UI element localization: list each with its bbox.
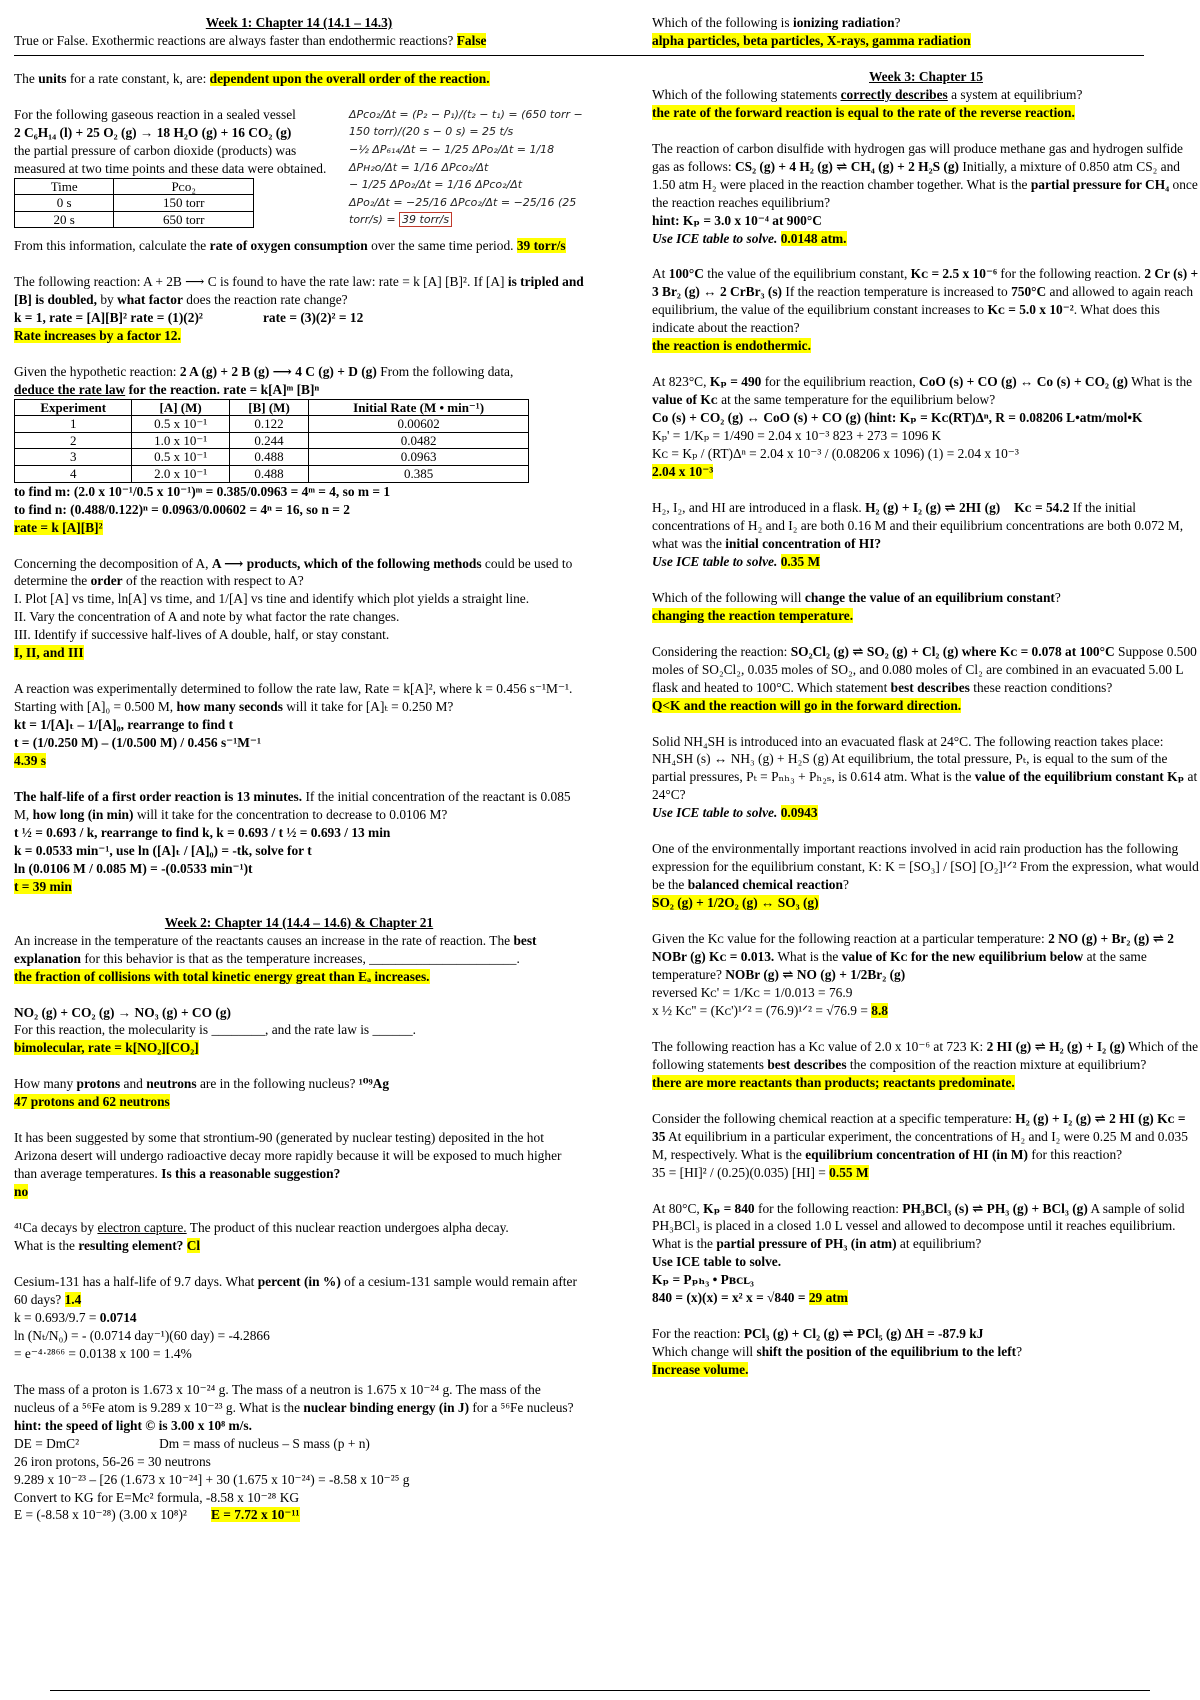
answer: Cl (186, 1238, 201, 1254)
answer: t = 39 min (14, 878, 72, 894)
answer: Rate increases by a factor 12. (14, 327, 181, 343)
answer: alpha particles, beta particles, X-rays, gamma radiation (652, 32, 971, 48)
question-4: The following reaction: A + 2B ⟶ C is found to have the rate law: rate = k [A] [B]². If [A] is tripled and [B] is doubled, by what factor does the reaction rate change? k = 1, rate = [A][B]² rate = (1)(2)² rate = (3)(2)² = 12 Rate increases by a factor 12. (14, 273, 584, 343)
question-23: Considering the reaction: SO₂Cl₂ (g) ⇌ SO₂ (g) + Cl₂ (g) where Kᴄ = 0.078 at 100°C Suppose 0.500 moles of SO₂Cl₂, 0.035 moles of SO₂, and 0.080 moles of Cl₂ are combined in an evacuated 5.00 L flask and heated to 100°C. Which statement best describes these reaction conditions? Q<K and the reaction will go in the forward direction. (652, 643, 1197, 713)
answer: dependent upon the overall order of the reaction. (209, 70, 490, 86)
table-row: 3 0.5 x 10⁻¹ 0.488 0.0963 (15, 449, 529, 466)
answer: no (14, 1184, 29, 1200)
question-18: The reaction of carbon disulfide with hydrogen gas will produce methane gas and hydrogen sulfide gas as follows: CS₂ (g) + 4 H₂ (g) ⇌ CH₄ (g) + 2 H₂S (g) Initially, a mixture of 0.850 atm CS₂ and 1.50 atm H₂ were placed in the reaction chamber together. What is the partial pressure for CH₄ once the reaction reaches equilibrium? hint: Kₚ = 3.0 x 10⁻⁴ at 900°C Use ICE table to solve. 0.0148 atm. (652, 140, 1198, 246)
question-22: Which of the following will change the value of an equilibrium constant? changing the reaction temperature. (652, 589, 1061, 623)
answer: there are more reactants than products; reactants predominate. (652, 1074, 1015, 1090)
answer: SO₂ (g) + 1/2O₂ (g) ↔ SO₃ (g) (652, 895, 819, 911)
table-row: 4 2.0 x 10⁻¹ 0.488 0.385 (15, 466, 529, 483)
question-28: Consider the following chemical reaction at a specific temperature: H₂ (g) + I₂ (g) ⇌ 2 HI (g) Kᴄ = 35 At equilibrium in a particular experiment, the concentrations of H₂ and I₂ were 0.25 M and 0.035 M, respectively. What is the equilibrium concentration of HI (in M) for this reaction? 35 = [HI]² / (0.25)(0.035) [HI] = 0.55 M (652, 1110, 1188, 1180)
answer: 0.0943 (780, 805, 818, 821)
question-14: Cesium-131 has a half-life of 9.7 days. What percent (in %) of a cesium-131 sample would remain after 60 days? 1.4 k = 0.693/9.7 = 0.0714 ln (Nₜ/N₀) = - (0.0714 day⁻¹)(60 day) = -4.2866 = e⁻⁴·²⁸⁶⁶ = 0.0138 x 100 = 1.4% (14, 1274, 577, 1361)
answer: 0.55 M (829, 1164, 869, 1180)
question-2: The units for a rate constant, k, are: dependent upon the overall order of the reaction. (14, 70, 490, 86)
question-8: The half-life of a first order reaction is 13 minutes. If the initial concentration of the reactant is 0.085 M, how long (in min) will it take for the concentration to decrease to 0.0106 M? t ½ = 0.693 / k, rearrange to find k, k = 0.693 / t ½ = 0.693 / 13 min k = 0.0533 min⁻¹, use ln ([A]ₜ / [A]₀) = -tk, solve for t ln (0.0106 M / 0.085 M) = -(0.0533 min⁻¹)t t = 39 min (14, 789, 571, 894)
question-9: An increase in the temperature of the reactants causes an increase in the rate of reaction. The best explanation for this behavior is that as the temperature increases, ______________________. the fraction of collisions with total kinetic energy great than Eₐ increases. (14, 932, 537, 984)
question-1: True or False. Exothermic reactions are always faster than endothermic reactions? False (14, 32, 487, 48)
answer: I, II, and III (14, 645, 84, 661)
answer: False (456, 32, 487, 48)
question-25: One of the environmentally important reactions involved in acid rain production has the following expression for the equilibrium constant, K: K = [SO₃] / [SO] [O₂]¹ᐟ² From the expression, what would be the balanced chemical reaction? SO₂ (g) + 1/2O₂ (g) ↔ SO₃ (g) (652, 841, 1199, 911)
table-row: 1 0.5 x 10⁻¹ 0.122 0.00602 (15, 416, 529, 433)
answer: 4.39 s (14, 753, 46, 769)
question-30: For the reaction: PCl₃ (g) + Cl₂ (g) ⇌ PCl₅ (g) ΔH = -87.9 kJ Which change will shift the position of the equilibrium to the left? Increase volume. (652, 1326, 1023, 1378)
pressure-table: Time Pᴄᴏ₂ 0 s 150 torr 20 s 650 torr (14, 178, 254, 229)
question-24: Solid NH₄SH is introduced into an evacuated flask at 24°C. The following reaction takes place: NH₄SH (s) ↔ NH₃ (g) + H₂S (g) At equilibrium, the total pressure, Pₜ, is equal to the sum of the partial pressures, Pₜ = Pₙₕ₃ + Pₕ₂ₛ, is 0.614 atm. What is the value of the equilibrium constant Kₚ at 24°C? Use ICE table to solve. 0.0943 (652, 733, 1198, 821)
question-7: A reaction was experimentally determined to follow the rate law, Rate = k[A]², where k = 0.456 s⁻¹M⁻¹. Starting with [A]₀ = 0.500 M, how many seconds will it take for [A]ₜ = 0.250 M? kt = 1/[A]ₜ – 1/[A]₀, rearrange to find t t = (1/0.250 M) – (1/0.500 M) / 0.456 s⁻¹M⁻¹ 4.39 s (14, 681, 573, 769)
rate-data-table: Experiment [A] (M) [B] (M) Initial Rate (M • min⁻¹) 1 0.5 x 10⁻¹ 0.122 0.00602 2 1.0 x 10⁻¹ 0.244 0.0482 3 0.5 x 10⁻¹ 0.488 0.0963 4 2.0 x 10⁻¹ 0.488 0.385 (14, 399, 529, 483)
handwritten-answer-box: 39 torr/s (399, 212, 452, 227)
week3-heading: Week 3: Chapter 15 (869, 68, 983, 84)
answer: 47 protons and 62 neutrons (14, 1094, 170, 1110)
question-10: NO₂ (g) + CO₂ (g) → NO₃ (g) + CO (g) For this reaction, the molecularity is ________, and the rate law is ______. bimolecular, rate = k[NO₂][CO₂] (14, 1004, 417, 1056)
question-29: At 80°C, Kₚ = 840 for the following reaction: PH₃BCl₃ (s) ⇌ PH₃ (g) + BCl₃ (g) A sample of solid PH₃BCl₃ is placed in a closed 1.0 L vessel and allowed to decompose until it reaches equilibrium. What is the partial pressure of PH₃ (in atm) at equilibrium? Use ICE table to solve. Kₚ = Pₚₕ₃ • Pʙᴄʟ₃ 840 = (x)(x) = x² x = √840 = 29 atm (652, 1200, 1185, 1306)
answer: 2.04 x 10⁻³ (652, 464, 714, 480)
answer: Increase volume. (652, 1362, 749, 1378)
answer: 0.0148 atm. (780, 230, 847, 246)
question-21: H₂, I₂, and HI are introduced in a flask. H₂ (g) + I₂ (g) ⇌ 2HI (g) Kᴄ = 54.2 If the initial concentrations of H₂ and I₂ are both 0.16 M and their equilibrium concentrations are both 0.072 M, what was the initial concentration of HI? Use ICE table to solve. 0.35 M (652, 499, 1184, 569)
right-column (652, 14, 1200, 1397)
answer: E = 7.72 x 10⁻¹¹ (210, 1507, 300, 1523)
question-3-ask: From this information, calculate the rate of oxygen consumption over the same time period. 39 torr/s (14, 238, 566, 254)
handwritten-work: ΔPᴄᴏ₂/Δt = (P₂ − P₁)/(t₂ − t₁) = (650 torr − 150 torr)/(20 s − 0 s) = 25 t/s −½ ΔP₆₁₄/Δt = − 1/25 ΔPᴏ₂/Δt = 1/18 ΔPʜ₂ᴏ/Δt = 1/16 ΔPᴄᴏ₂/Δt − 1/25 ΔPᴏ₂/Δt = 1/16 ΔPᴄᴏ₂/Δt ΔPᴏ₂/Δt = −25/16 ΔPᴄᴏ₂/Δt = −25/16 (25 torr/s) = 39 torr/s (349, 107, 583, 227)
question-15: The mass of a proton is 1.673 x 10⁻²⁴ g. The mass of a neutron is 1.675 x 10⁻²⁴ g. The mass of the nucleus of a ⁵⁶Fe atom is 9.289 x 10⁻²³ g. What is the nuclear binding energy (in J) for a ⁵⁶Fe nucleus? hint: the speed of light © is 3.00 x 10⁸ m/s. DE = DmC² Dm = mass of nucleus – S mass (p + n) 26 iron protons, 56-26 = 30 neutrons 9.289 x 10⁻²³ – [26 (1.673 x 10⁻²⁴] + 30 (1.675 x 10⁻²⁴) = -8.58 x 10⁻²⁵ g Convert to KG for E=Mc² formula, -8.58 x 10⁻²⁸ KG E = (-8.58 x 10⁻²⁸) (3.00 x 10⁸)² E = 7.72 x 10⁻¹¹ (14, 1381, 574, 1523)
answer: 39 torr/s (516, 238, 566, 254)
left-column (14, 14, 584, 1542)
question-6: Concerning the decomposition of A, A ⟶ products, which of the following methods could be used to determine the order of the reaction with respect to A? I. Plot [A] vs time, ln[A] vs time, and 1/[A] vs tine and identify which plot yields a straight line. II. Vary the concentration of A and note by what factor the rate changes. III. Identify if successive half-lives of A double, half, or stay constant. I, II, and III (14, 555, 573, 661)
question-5: Given the hypothetic reaction: 2 A (g) + 2 B (g) ⟶ 4 C (g) + D (g) From the following data, deduce the rate law for the reaction. rate = k[A]ᵐ [B]ⁿ Experiment [A] (M) [B] (M) Initial Rate (M • min⁻¹) 1 0.5 x 10⁻¹ 0.122 0.00602 2 1.0 x 10⁻¹ 0.244 0.0482 3 0.5 x 10⁻¹ 0.488 0.0963 4 2.0 x 10⁻¹ 0.488 0.385 to find m: (2.0 x 10⁻¹/0.5 x 10⁻¹)ᵐ = 0.385/0.0963 = 4ᵐ = 4, so m = 1 to find n: (0.488/0.122)ⁿ = 0.0963/0.00602 = 4ⁿ = 16, so n = 2 rate = k [A][B]² (14, 363, 584, 537)
question-26: Given the Kᴄ value for the following reaction at a particular temperature: 2 NO (g) + Br₂ (g) ⇌ 2 NOBr (g) Kᴄ = 0.013. What is the value of Kᴄ for the new equilibrium below at the same temperature? NOBr (g) ⇌ NO (g) + 1/2Br₂ (g) reversed Kᴄ' = 1/Kᴄ = 1/0.013 = 76.9 x ½ Kᴄ'' = (Kᴄ')¹ᐟ² = (76.9)¹ᐟ² = √76.9 = 8.8 (652, 931, 1174, 1018)
question-13: ⁴¹Ca decays by electron capture. The product of this nuclear reaction undergoes alpha decay. What is the resulting element? Cl (14, 1220, 509, 1254)
answer: 1.4 (64, 1291, 82, 1307)
answer: 8.8 (871, 1002, 889, 1018)
question-11: How many protons and neutrons are in the following nucleus? ¹⁰⁹Ag 47 protons and 62 neutrons (14, 1076, 390, 1110)
question-17: Which of the following statements correctly describes a system at equilibrium? the rate of the forward reaction is equal to the rate of the reverse reaction. (652, 86, 1083, 120)
answer: the reaction is endothermic. (652, 338, 811, 354)
question-3: For the following gaseous reaction in a sealed vessel 2 C₆H₁₄ (l) + 25 O₂ (g) → 18 H₂O (g) + 16 CO₂ (g) the partial pressure of carbon dioxide (products) was measured at two time points and these data were obtained. Time Pᴄᴏ₂ 0 s 150 torr 20 s 650 torr ΔPᴄᴏ₂/Δt = (P₂ − P₁)/(t₂ − t₁) = (650 torr − 150 torr)/(20 s − 0 s) = 25 t/s −½ ΔP₆₁₄/Δt = − 1/25 ΔPᴏ₂/Δt = 1/18 ΔPʜ₂ᴏ/Δt = 1/16 ΔPᴄᴏ₂/Δt − 1/25 ΔPᴏ₂/Δt = 1/16 ΔPᴄᴏ₂/Δt ΔPᴏ₂/Δt = −25/16 ΔPᴄᴏ₂/Δt = −25/16 (25 torr/s) = 39 torr/s (14, 106, 584, 229)
answer: changing the reaction temperature. (652, 607, 854, 623)
answer: the rate of the forward reaction is equal to the rate of the reverse reaction. (652, 104, 1075, 120)
question-12: It has been suggested by some that strontium-90 (generated by nuclear testing) deposited in the hot Arizona desert will undergo radioactive decay more rapidly because it will be exposed to much higher than average temperatures. Is this a reasonable suggestion? no (14, 1130, 562, 1200)
bottom-divider (50, 1690, 1150, 1691)
week1-heading: Week 1: Chapter 14 (14.1 – 14.3) (205, 15, 393, 30)
table-row: 2 1.0 x 10⁻¹ 0.244 0.0482 (15, 432, 529, 449)
answer: 0.35 M (780, 553, 821, 569)
question-19: At 100°C the value of the equilibrium constant, Kᴄ = 2.5 x 10⁻⁶ for the following reaction. 2 Cr (s) + 3 Br₂ (g) ↔ 2 CrBr₃ (s) If the reaction temperature is increased to 750°C and allowed to again reach equilibrium, the value of the equilibrium constant increases to Kᴄ = 5.0 x 10⁻². What does this indicate about the reaction? the reaction is endothermic. (652, 266, 1199, 354)
question-27: The following reaction has a Kᴄ value of 2.0 x 10⁻⁶ at 723 K: 2 HI (g) ⇌ H₂ (g) + I₂ (g) Which of the following statements best describes the composition of the reaction mixture at equilibrium? there are more reactants than products; reactants predominate. (652, 1038, 1199, 1090)
answer: the fraction of collisions with total kinetic energy great than Eₐ increases. (14, 968, 430, 984)
answer: rate = k [A][B]² (14, 519, 103, 535)
question-20: At 823°C, Kₚ = 490 for the equilibrium reaction, CoO (s) + CO (g) ↔ Co (s) + CO₂ (g) What is the value of Kᴄ at the same temperature for the equilibrium below? Co (s) + CO₂ (g) ↔ CoO (s) + CO (g) (hint: Kₚ = Kᴄ(RT)Δⁿ, R = 0.08206 L•atm/mol•K Kₚ' = 1/Kₚ = 1/490 = 2.04 x 10⁻³ 823 + 273 = 1096 K Kᴄ = Kₚ / (RT)Δⁿ = 2.04 x 10⁻³ / (0.08206 x 1096) (1) = 2.04 x 10⁻³ 2.04 x 10⁻³ (652, 374, 1193, 480)
answer: Q<K and the reaction will go in the forward direction. (652, 697, 962, 713)
question-16: Which of the following is ionizing radiation? alpha particles, beta particles, X-rays, gamma radiation (652, 15, 971, 48)
week2-heading: Week 2: Chapter 14 (14.4 – 14.6) & Chapter 21 (164, 914, 434, 930)
answer: bimolecular, rate = k[NO₂][CO₂] (14, 1040, 199, 1056)
answer: 29 atm (808, 1290, 848, 1306)
